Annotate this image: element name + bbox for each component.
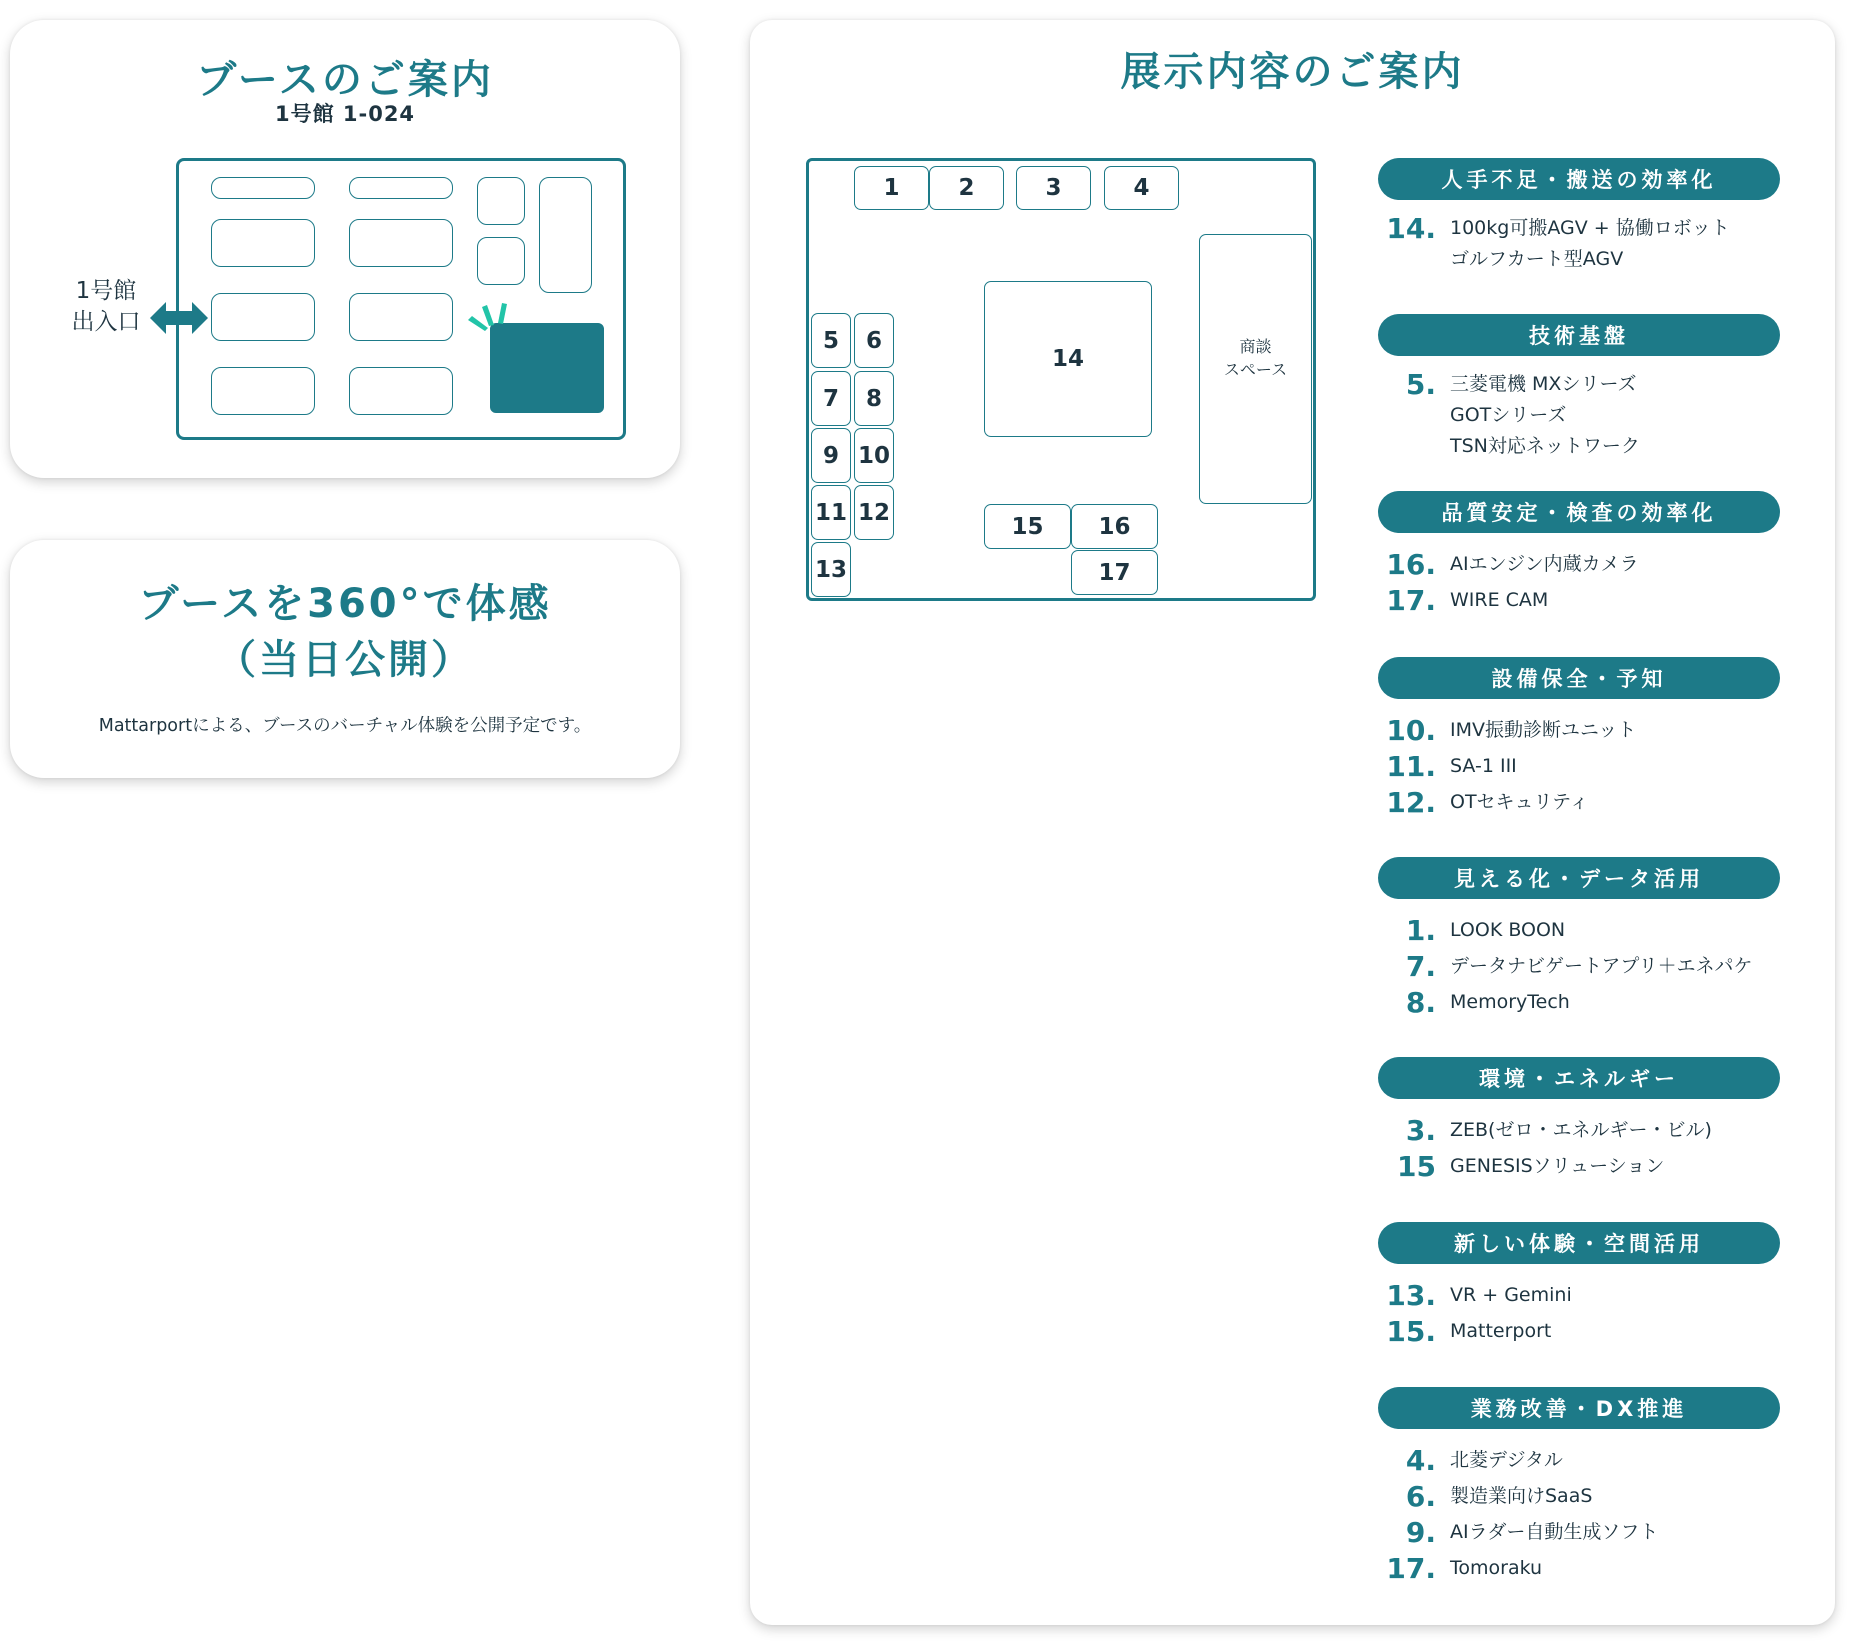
vr-title-line2: （当日公開）: [216, 637, 474, 683]
vr-title-line1: ブースを360°で体感: [138, 581, 552, 627]
mini-booth: [539, 177, 592, 293]
exhibit-item: [1378, 1478, 1780, 1514]
mini-booth: [477, 177, 525, 225]
exhibit-item: [1378, 1112, 1780, 1148]
booth-number: 16.: [1386, 547, 1436, 581]
booth-guide-title: ブースのご案内: [196, 57, 494, 103]
category-block: [1378, 857, 1780, 1020]
booth-4: 4: [1104, 166, 1179, 210]
category-header: 人手不足・搬送の効率化: [1378, 158, 1780, 200]
booth-number: 11.: [1386, 749, 1436, 783]
category-items: [1378, 213, 1780, 275]
mini-booth: [211, 219, 315, 267]
exhibit-item-name: AIエンジン内蔵カメラ: [1450, 552, 1639, 575]
booth-location: 1号館 1-024: [274, 102, 416, 126]
booth-6: 6: [854, 313, 894, 368]
exhibit-item-name: 三菱電機 MXシリーズ GOTシリーズ TSN対応ネットワーク: [1450, 373, 1640, 457]
category-block: [1378, 1387, 1780, 1586]
category-header: 業務改善・DX推進: [1378, 1387, 1780, 1429]
exhibit-item-name: OTセキュリティ: [1450, 790, 1589, 813]
booth-number: 3.: [1405, 1113, 1436, 1147]
exhibit-item: [1378, 912, 1780, 948]
category-items: [1378, 712, 1780, 820]
exhibit-item-name: LOOK BOON: [1450, 918, 1566, 941]
category-items: [1378, 1442, 1780, 1586]
booth-number: 12.: [1386, 785, 1436, 819]
exhibit-item-name: データナビゲートアプリ＋エネパケ: [1450, 954, 1753, 977]
exhibit-item-name: 100kg可搬AGV + 協働ロボット ゴルフカート型AGV: [1450, 217, 1730, 270]
exhibit-item: [1378, 369, 1780, 462]
category-header: 新しい体験・空間活用: [1378, 1222, 1780, 1264]
booth-14: 14: [984, 281, 1152, 437]
category-header: 品質安定・検査の効率化: [1378, 491, 1780, 533]
exhibit-item: [1378, 1550, 1780, 1586]
booth-number: 17.: [1386, 1551, 1436, 1585]
booth-number: 15.: [1386, 1314, 1436, 1348]
booth-number: 14.: [1386, 212, 1436, 245]
booth-number: 15: [1397, 1149, 1436, 1183]
exhibit-item-name: ZEB(ゼロ・エネルギー・ビル): [1450, 1118, 1712, 1141]
mini-booth: [211, 367, 315, 415]
exhibit-item: [1378, 712, 1780, 748]
exhibit-item-name: Matterport: [1450, 1319, 1552, 1342]
exhibit-item-name: 北菱デジタル: [1450, 1448, 1563, 1471]
spark-burst-icon: [466, 298, 524, 338]
booth-3: 3: [1016, 166, 1091, 210]
category-items: [1378, 912, 1780, 1020]
entrance-label: 1号館 出入口: [71, 278, 141, 335]
booth-number: 8.: [1405, 985, 1436, 1019]
exhibit-item-name: Tomoraku: [1450, 1556, 1543, 1579]
category-block: [1378, 158, 1780, 275]
mini-booth: [211, 293, 315, 341]
exhibit-item: [1378, 984, 1780, 1020]
booth-9: 9: [811, 428, 851, 483]
category-items: [1378, 546, 1780, 618]
category-header: 設備保全・予知: [1378, 657, 1780, 699]
booth-16: 16: [1071, 504, 1158, 549]
booth-8: 8: [854, 371, 894, 426]
booth-number: 17.: [1386, 583, 1436, 617]
exhibit-item: [1378, 546, 1780, 582]
category-items: [1378, 369, 1780, 462]
mini-booth: [349, 293, 453, 341]
booth-number: 6.: [1405, 1479, 1436, 1513]
exhibit-item-name: IMV振動診断ユニット: [1450, 718, 1637, 741]
hall-mini-map: [176, 158, 626, 440]
category-block: [1378, 491, 1780, 618]
exhibit-item-name: 製造業向けSaaS: [1450, 1484, 1593, 1507]
exhibit-item: [1378, 1277, 1780, 1313]
category-header: 環境・エネルギー: [1378, 1057, 1780, 1099]
booth-number: 13.: [1386, 1278, 1436, 1312]
booth-number: 4.: [1405, 1443, 1436, 1477]
category-block: [1378, 1222, 1780, 1349]
booth-12: 12: [854, 485, 894, 540]
booth-number: 7.: [1405, 949, 1436, 983]
mini-booth: [211, 177, 315, 199]
exhibit-item: [1378, 748, 1780, 784]
category-block: [1378, 1057, 1780, 1184]
booth-10: 10: [854, 428, 894, 483]
booth-7: 7: [811, 371, 851, 426]
category-block: [1378, 314, 1780, 462]
exhibit-item: [1378, 948, 1780, 984]
booth-11: 11: [811, 485, 851, 540]
booth-number: 9.: [1405, 1515, 1436, 1549]
category-items: [1378, 1112, 1780, 1184]
booth-number: 1.: [1405, 913, 1436, 947]
exhibit-item: [1378, 1514, 1780, 1550]
booth-5: 5: [811, 313, 851, 368]
exhibit-item: [1378, 1442, 1780, 1478]
exhibit-item-name: VR + Gemini: [1450, 1283, 1572, 1306]
vr-experience-card: [10, 540, 680, 778]
booth-floor-plan: [806, 158, 1316, 601]
exhibit-item: [1378, 582, 1780, 618]
booth-number: 5.: [1405, 368, 1436, 401]
exhibit-item: [1378, 1313, 1780, 1349]
category-items: [1378, 1277, 1780, 1349]
category-block: [1378, 657, 1780, 820]
exhibit-guide-card: [750, 20, 1835, 1625]
mini-booth: [349, 219, 453, 267]
category-header: 見える化・データ活用: [1378, 857, 1780, 899]
exhibit-item-name: AIラダー自動生成ソフト: [1450, 1520, 1659, 1543]
exhibit-item: [1378, 213, 1780, 275]
vr-description: Mattarportによる、ブースのバーチャル体験を公開予定です。: [98, 716, 592, 736]
exhibit-item-name: WIRE CAM: [1450, 588, 1549, 611]
booth-number: 10.: [1386, 713, 1436, 747]
booth-2: 2: [929, 166, 1004, 210]
exhibit-item-name: MemoryTech: [1450, 990, 1570, 1013]
vr-title: [10, 576, 680, 688]
mini-booth: [477, 237, 525, 285]
mini-booth: [349, 177, 453, 199]
exhibit-item: [1378, 784, 1780, 820]
booth-13: 13: [811, 542, 851, 597]
exhibit-item-name: SA-1 III: [1450, 754, 1517, 777]
booth-17: 17: [1071, 550, 1158, 595]
category-header: 技術基盤: [1378, 314, 1780, 356]
exhibit-item-name: GENESISソリューション: [1450, 1154, 1665, 1177]
booth-guide-card: [10, 20, 680, 478]
exhibit-item: [1378, 1148, 1780, 1184]
exhibit-title: 展示内容のご案内: [1120, 49, 1465, 95]
meeting-space: 商談 スペース: [1199, 234, 1312, 504]
mini-booth: [349, 367, 453, 415]
booth-1: 1: [854, 166, 929, 210]
booth-15: 15: [984, 504, 1071, 549]
